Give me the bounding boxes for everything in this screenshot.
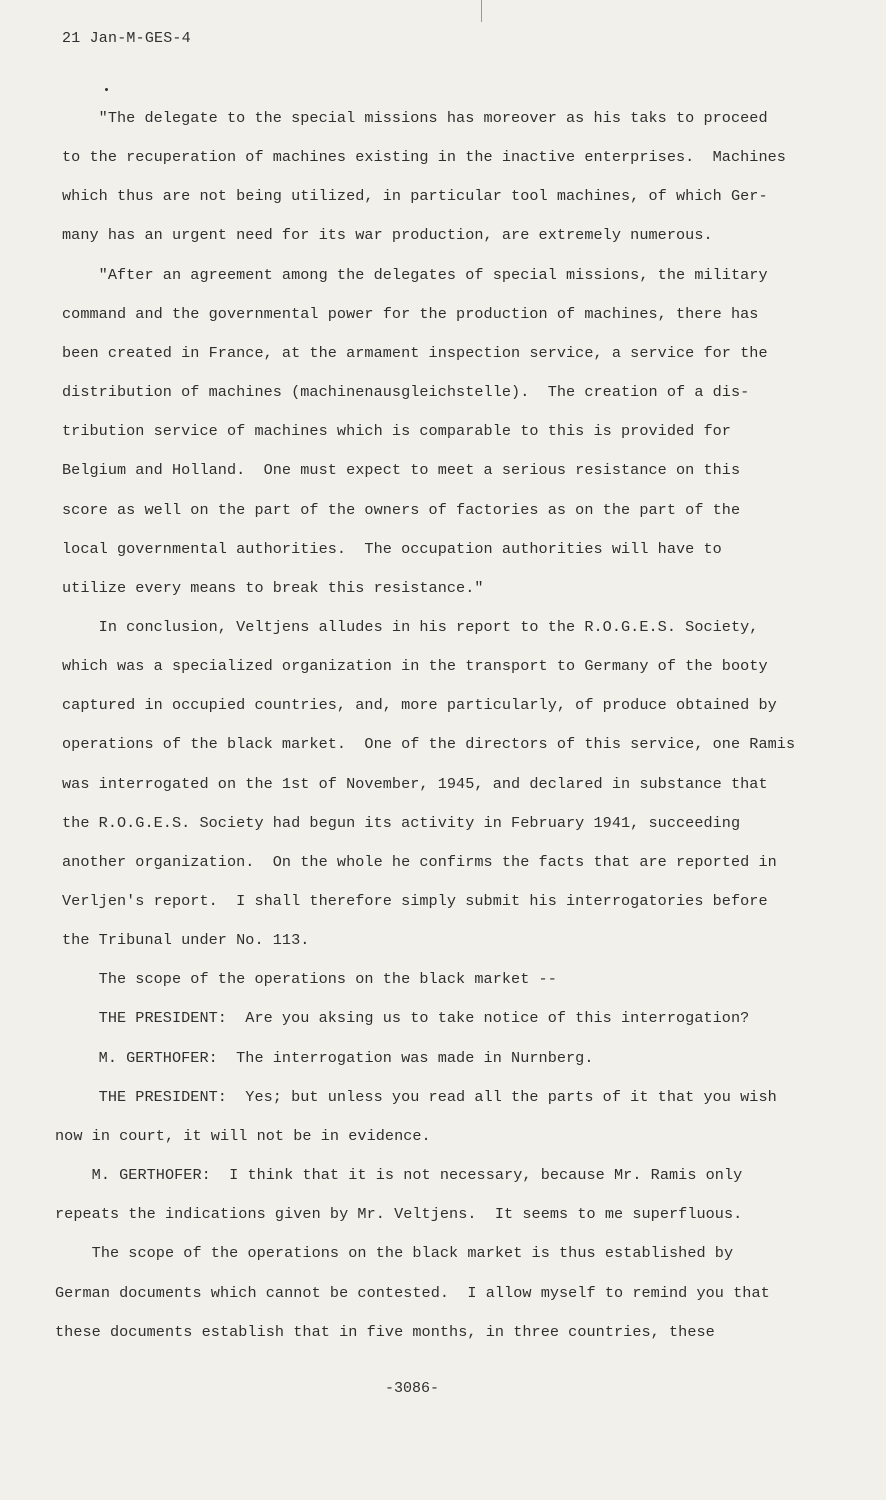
text-line: to the recuperation of machines existing in the inactive enterprises. Machines: [62, 148, 786, 166]
text-line: many has an urgent need for its war production, are extremely numerous.: [62, 226, 713, 244]
text-line: which was a specialized organization in the transport to Germany of the booty: [62, 657, 768, 675]
text-line: command and the governmental power for the production of machines, there has: [62, 305, 759, 323]
text-line: The scope of the operations on the black market is thus established by: [55, 1244, 734, 1262]
page-number: -3086-: [385, 1380, 440, 1397]
text-line: German documents which cannot be contested. I allow myself to remind you that: [55, 1284, 770, 1302]
text-line: was interrogated on the 1st of November, 1945, and declared in substance that: [62, 775, 768, 793]
text-line: captured in occupied countries, and, more particularly, of produce obtained by: [62, 696, 777, 714]
text-line: "After an agreement among the delegates of special missions, the military: [62, 266, 768, 284]
text-line: the Tribunal under No. 113.: [62, 931, 310, 949]
text-line: Verljen's report. I shall therefore simply submit his interrogatories before: [62, 892, 768, 910]
text-line: M. GERTHOFER: I think that it is not necessary, because Mr. Ramis only: [55, 1166, 743, 1184]
margin-mark: [481, 0, 482, 22]
page-reference: 21 Jan-M-GES-4: [62, 30, 191, 47]
text-line: another organization. On the whole he confirms the facts that are reported in: [62, 853, 777, 871]
text-line: been created in France, at the armament inspection service, a service for the: [62, 344, 768, 362]
text-line: distribution of machines (machinenausgleichstelle). The creation of a dis-: [62, 383, 750, 401]
text-line: THE PRESIDENT: Yes; but unless you read all the parts of it that you wish: [62, 1088, 777, 1106]
text-line: tribution service of machines which is comparable to this is provided for: [62, 422, 731, 440]
stray-mark: [105, 88, 108, 91]
text-line: local governmental authorities. The occupation authorities will have to: [62, 540, 722, 558]
text-line: The scope of the operations on the black market --: [62, 970, 557, 988]
text-line: utilize every means to break this resistance.": [62, 579, 484, 597]
text-line: now in court, it will not be in evidence.: [55, 1127, 431, 1145]
text-line: these documents establish that in five months, in three countries, these: [55, 1323, 715, 1341]
text-line: which thus are not being utilized, in particular tool machines, of which Ger-: [62, 187, 768, 205]
text-line: THE PRESIDENT: Are you aksing us to take notice of this interrogation?: [62, 1009, 750, 1027]
text-line: score as well on the part of the owners of factories as on the part of the: [62, 501, 741, 519]
text-line: repeats the indications given by Mr. Veltjens. It seems to me superfluous.: [55, 1205, 743, 1223]
text-line: Belgium and Holland. One must expect to meet a serious resistance on this: [62, 461, 741, 479]
text-line: the R.O.G.E.S. Society had begun its activity in February 1941, succeeding: [62, 814, 741, 832]
text-line: M. GERTHOFER: The interrogation was made in Nurnberg.: [62, 1049, 594, 1067]
text-line: In conclusion, Veltjens alludes in his report to the R.O.G.E.S. Society,: [62, 618, 759, 636]
text-line: "The delegate to the special missions has moreover as his taks to proceed: [62, 109, 768, 127]
text-line: operations of the black market. One of the directors of this service, one Ramis: [62, 735, 796, 753]
